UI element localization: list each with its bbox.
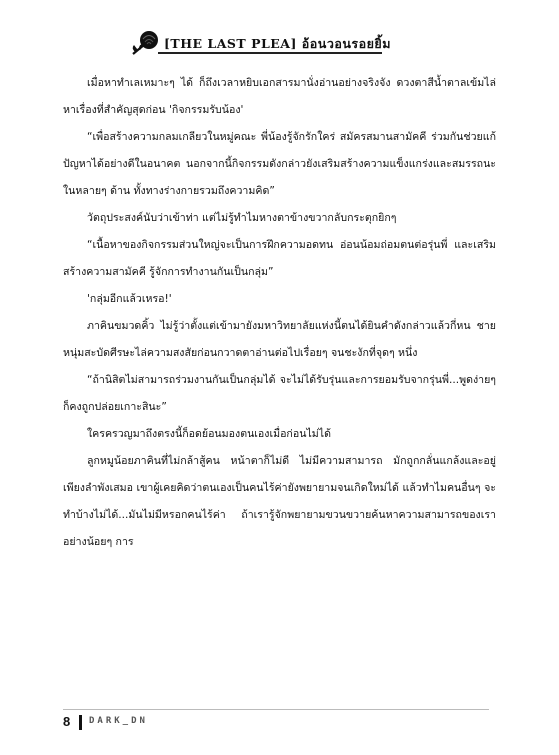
author-name: DARK_DN [89, 716, 148, 726]
book-title: [THE LAST PLEA] อ้อนวอนรอยยิ้ม [164, 36, 391, 51]
page-header [120, 28, 420, 58]
paragraph: 'กลุ่มอีกแล้วเหรอ!' [87, 293, 172, 305]
footer-divider [63, 709, 489, 710]
footer-separator [79, 715, 82, 730]
paragraph: ภาคินขมวดคิ้ว ไม่รู้ว่าตั้งแต่เข้ามายังมหาวิทยาลัยแห่งนี้ตนได้ยินคำดังกล่าวแล้วกี่หน ชายหนุ่มสะบัดศีรษะไล่ความสงสัยก่อนกวาดตาอ่านต่อไปเรื่อยๆ จนชะงักที่จุดๆ หนึ่ง [63, 320, 496, 359]
paragraph: วัตถุประสงค์นับว่าเข้าท่า แต่ไม่รู้ทำไมหางตาข้างขวากลับกระตุกยิกๆ [87, 212, 397, 224]
page-number: 8 [63, 714, 71, 729]
header-divider [158, 52, 382, 54]
paragraph: “เนื้อหาของกิจกรรมส่วนใหญ่จะเป็นการฝึกความอดทน อ่อนน้อมถ่อมตนต่อรุ่นพี่ และเสริมสร้างความสามัคคี รู้จักการทำงานกันเป็นกลุ่ม” [63, 239, 496, 278]
paragraph: “ถ้านิสิตไม่สามารถร่วมงานกันเป็นกลุ่มได้ จะไม่ได้รับรุ่นและการยอมรับจากรุ่นพี่...พูดง่ายๆ ก็คงถูกปล่อยเกาะสินะ” [63, 374, 496, 413]
paragraph: “เพื่อสร้างความกลมเกลียวในหมู่คณะ พี่น้องรู้จักรักใคร่ สมัครสมานสามัคคี ร่วมกันช่วยแก้ปัญหาได้อย่างดีในอนาคต นอกจากนี้กิจกรรมดังกล่าวยังเสริมสร้างความแข็งแกร่งและสมรรถนะในหลายๆ ด้าน ทั้งทางร่างกายรวมถึงความคิด” [63, 131, 496, 197]
paragraph: เมื่อหาทำเลเหมาะๆ ได้ ก็ถึงเวลาหยิบเอกสารมานั่งอ่านอย่างจริงจัง ดวงตาสีน้ำตาลเข้มไล่หาเรื่องที่สำคัญสุดก่อน 'กิจกรรมรับน้อง' [63, 77, 496, 116]
body-text [63, 70, 496, 556]
paragraph: ลูกหมูน้อยภาคินที่ไม่กล้าสู้คน หน้าตาก็ไม่ดี ไม่มีความสามารถ มักถูกกลั่นแกล้งและอยู่เพียงลำพังเสมอ เขาผู้เคยคิดว่าตนเองเป็นคนไร้ค่ายังพยายามจนเกิดใหม่ได้ แล้วทำไมคนอื่นๆ จะทำบ้างไม่ได้...มันไม่มีหรอกคนไร้ค่า ถ้าเรารู้จักพยายามขวนขวายค้นหาความสามารถของเรา อย่างน้อยๆ การ [63, 455, 496, 548]
rose-icon [130, 28, 160, 58]
page-footer [63, 700, 493, 736]
paragraph: ใครครวญมาถึงตรงนี้ก็อดย้อนมองตนเองเมื่อก่อนไม่ได้ [87, 428, 331, 440]
